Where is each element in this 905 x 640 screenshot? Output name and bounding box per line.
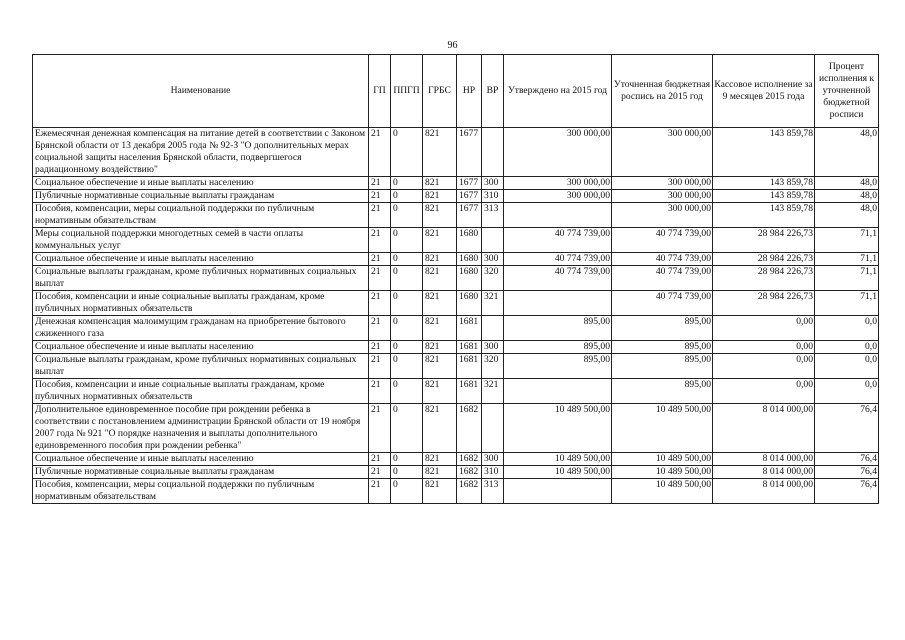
cell-name: Пособия, компенсации и иные социальные выплаты гражданам, кроме публичных нормативных обязательств [33, 379, 369, 404]
cell-name: Меры социальной поддержки многодетных семей в части оплаты коммунальных услуг [33, 228, 369, 253]
cell-name: Ежемесячная денежная компенсация на питание детей в соответствии с Законом Брянской области от 13 декабря 2005 года № 92-З "О дополнительных мерах социальной защиты населения Брянской области, подвергшегося радиационному воздействию" [33, 128, 369, 177]
cell-gp: 21 [369, 379, 391, 404]
cell-percent: 48,0 [815, 177, 879, 190]
cell-vr: 320 [482, 266, 504, 291]
cell-approved: 10 489 500,00 [504, 453, 612, 466]
cell-cash: 8 014 000,00 [713, 453, 815, 466]
cell-name: Публичные нормативные социальные выплаты гражданам [33, 466, 369, 479]
cell-cash: 143 859,78 [713, 203, 815, 228]
header-np: НР [457, 55, 482, 128]
cell-np: 1680 [457, 253, 482, 266]
cell-np: 1681 [457, 354, 482, 379]
table-row [33, 316, 879, 341]
cell-percent: 76,4 [815, 404, 879, 453]
table-body [33, 128, 879, 504]
cell-cash: 28 984 226,73 [713, 228, 815, 253]
cell-cash: 28 984 226,73 [713, 266, 815, 291]
cell-vr [482, 316, 504, 341]
cell-cash: 8 014 000,00 [713, 479, 815, 504]
cell-cash: 143 859,78 [713, 190, 815, 203]
cell-gp: 21 [369, 228, 391, 253]
cell-percent: 71,1 [815, 228, 879, 253]
cell-np: 1677 [457, 128, 482, 177]
cell-vr: 313 [482, 479, 504, 504]
cell-approved: 300 000,00 [504, 177, 612, 190]
cell-gp: 21 [369, 341, 391, 354]
cell-name: Социальное обеспечение и иные выплаты населению [33, 453, 369, 466]
cell-grbs: 821 [423, 354, 457, 379]
table-header-row [33, 55, 879, 128]
cell-approved: 10 489 500,00 [504, 404, 612, 453]
cell-approved [504, 203, 612, 228]
cell-np: 1682 [457, 466, 482, 479]
header-name: Наименование [33, 55, 369, 128]
header-percent: Процент исполнения к уточненной бюджетной росписи [815, 55, 879, 128]
header-grbs: ГРБС [423, 55, 457, 128]
cell-np: 1680 [457, 266, 482, 291]
cell-np: 1677 [457, 177, 482, 190]
cell-vr: 300 [482, 253, 504, 266]
cell-name: Денежная компенсация малоимущим гражданам на приобретение бытового сжиженного газа [33, 316, 369, 341]
cell-approved: 40 774 739,00 [504, 253, 612, 266]
cell-refined: 300 000,00 [612, 177, 713, 190]
table-row [33, 354, 879, 379]
cell-ppgp: 0 [391, 253, 423, 266]
cell-percent: 0,0 [815, 379, 879, 404]
cell-percent: 71,1 [815, 291, 879, 316]
cell-refined: 300 000,00 [612, 190, 713, 203]
table-row [33, 177, 879, 190]
cell-gp: 21 [369, 466, 391, 479]
cell-grbs: 821 [423, 379, 457, 404]
header-ppgp: ППГП [391, 55, 423, 128]
cell-gp: 21 [369, 266, 391, 291]
cell-percent: 0,0 [815, 341, 879, 354]
cell-cash: 0,00 [713, 379, 815, 404]
cell-grbs: 821 [423, 266, 457, 291]
cell-ppgp: 0 [391, 354, 423, 379]
cell-cash: 8 014 000,00 [713, 466, 815, 479]
cell-approved: 300 000,00 [504, 190, 612, 203]
cell-approved [504, 479, 612, 504]
cell-cash: 28 984 226,73 [713, 291, 815, 316]
cell-gp: 21 [369, 177, 391, 190]
cell-grbs: 821 [423, 479, 457, 504]
cell-ppgp: 0 [391, 291, 423, 316]
cell-vr: 300 [482, 453, 504, 466]
cell-name: Пособия, компенсации и иные социальные выплаты гражданам, кроме публичных нормативных обязательств [33, 291, 369, 316]
cell-name: Пособия, компенсации, меры социальной поддержки по публичным нормативным обязательствам [33, 203, 369, 228]
cell-grbs: 821 [423, 404, 457, 453]
table-row [33, 291, 879, 316]
cell-grbs: 821 [423, 291, 457, 316]
cell-vr: 321 [482, 291, 504, 316]
cell-approved [504, 379, 612, 404]
cell-refined: 10 489 500,00 [612, 466, 713, 479]
cell-refined: 40 774 739,00 [612, 253, 713, 266]
page-number: 96 [447, 40, 458, 51]
cell-ppgp: 0 [391, 466, 423, 479]
cell-vr [482, 128, 504, 177]
cell-vr: 320 [482, 354, 504, 379]
cell-percent: 76,4 [815, 453, 879, 466]
cell-vr: 300 [482, 341, 504, 354]
cell-percent: 0,0 [815, 316, 879, 341]
cell-name: Социальное обеспечение и иные выплаты населению [33, 253, 369, 266]
cell-percent: 48,0 [815, 128, 879, 177]
cell-ppgp: 0 [391, 177, 423, 190]
cell-grbs: 821 [423, 203, 457, 228]
cell-gp: 21 [369, 453, 391, 466]
cell-refined: 895,00 [612, 354, 713, 379]
cell-percent: 76,4 [815, 479, 879, 504]
cell-cash: 143 859,78 [713, 177, 815, 190]
cell-np: 1682 [457, 479, 482, 504]
cell-grbs: 821 [423, 128, 457, 177]
cell-np: 1682 [457, 404, 482, 453]
cell-grbs: 821 [423, 253, 457, 266]
cell-percent: 76,4 [815, 466, 879, 479]
cell-refined: 40 774 739,00 [612, 291, 713, 316]
cell-vr [482, 228, 504, 253]
cell-vr: 321 [482, 379, 504, 404]
table-row [33, 190, 879, 203]
cell-ppgp: 0 [391, 228, 423, 253]
cell-approved: 10 489 500,00 [504, 466, 612, 479]
cell-name: Социальное обеспечение и иные выплаты населению [33, 341, 369, 354]
table-row [33, 404, 879, 453]
cell-refined: 895,00 [612, 341, 713, 354]
cell-percent: 48,0 [815, 203, 879, 228]
cell-approved: 895,00 [504, 354, 612, 379]
header-gp: ГП [369, 55, 391, 128]
cell-ppgp: 0 [391, 341, 423, 354]
cell-approved: 40 774 739,00 [504, 266, 612, 291]
cell-gp: 21 [369, 354, 391, 379]
cell-ppgp: 0 [391, 404, 423, 453]
cell-approved [504, 291, 612, 316]
cell-ppgp: 0 [391, 128, 423, 177]
cell-grbs: 821 [423, 453, 457, 466]
cell-vr: 310 [482, 466, 504, 479]
table-row [33, 379, 879, 404]
cell-ppgp: 0 [391, 453, 423, 466]
cell-approved: 895,00 [504, 316, 612, 341]
cell-ppgp: 0 [391, 203, 423, 228]
cell-refined: 40 774 739,00 [612, 228, 713, 253]
cell-refined: 300 000,00 [612, 128, 713, 177]
cell-refined: 10 489 500,00 [612, 404, 713, 453]
cell-refined: 10 489 500,00 [612, 453, 713, 466]
cell-ppgp: 0 [391, 190, 423, 203]
table-row [33, 266, 879, 291]
cell-grbs: 821 [423, 316, 457, 341]
cell-refined: 895,00 [612, 316, 713, 341]
cell-cash: 0,00 [713, 316, 815, 341]
cell-np: 1680 [457, 228, 482, 253]
cell-np: 1680 [457, 291, 482, 316]
cell-gp: 21 [369, 479, 391, 504]
cell-cash: 0,00 [713, 341, 815, 354]
table-row [33, 466, 879, 479]
budget-table [32, 54, 879, 504]
header-vr: ВР [482, 55, 504, 128]
header-cash: Кассовое исполнение за 9 месяцев 2015 года [713, 55, 815, 128]
cell-cash: 8 014 000,00 [713, 404, 815, 453]
cell-grbs: 821 [423, 228, 457, 253]
table-row [33, 341, 879, 354]
cell-ppgp: 0 [391, 316, 423, 341]
cell-gp: 21 [369, 253, 391, 266]
cell-np: 1682 [457, 453, 482, 466]
cell-gp: 21 [369, 190, 391, 203]
cell-refined: 40 774 739,00 [612, 266, 713, 291]
cell-np: 1681 [457, 316, 482, 341]
table-row [33, 228, 879, 253]
cell-ppgp: 0 [391, 479, 423, 504]
table-row [33, 203, 879, 228]
cell-name: Социальные выплаты гражданам, кроме публичных нормативных социальных выплат [33, 354, 369, 379]
cell-refined: 895,00 [612, 379, 713, 404]
cell-vr: 310 [482, 190, 504, 203]
cell-refined: 10 489 500,00 [612, 479, 713, 504]
cell-np: 1681 [457, 379, 482, 404]
cell-approved: 40 774 739,00 [504, 228, 612, 253]
cell-gp: 21 [369, 316, 391, 341]
cell-name: Социальные выплаты гражданам, кроме публичных нормативных социальных выплат [33, 266, 369, 291]
cell-percent: 71,1 [815, 253, 879, 266]
cell-name: Публичные нормативные социальные выплаты гражданам [33, 190, 369, 203]
cell-grbs: 821 [423, 190, 457, 203]
cell-refined: 300 000,00 [612, 203, 713, 228]
cell-ppgp: 0 [391, 266, 423, 291]
cell-name: Пособия, компенсации, меры социальной поддержки по публичным нормативным обязательствам [33, 479, 369, 504]
cell-percent: 0,0 [815, 354, 879, 379]
cell-gp: 21 [369, 291, 391, 316]
cell-cash: 143 859,78 [713, 128, 815, 177]
cell-grbs: 821 [423, 466, 457, 479]
cell-vr [482, 404, 504, 453]
header-refined: Уточненная бюджетная роспись на 2015 год [612, 55, 713, 128]
cell-vr: 313 [482, 203, 504, 228]
cell-approved: 300 000,00 [504, 128, 612, 177]
table-row [33, 253, 879, 266]
cell-cash: 0,00 [713, 354, 815, 379]
cell-grbs: 821 [423, 177, 457, 190]
cell-gp: 21 [369, 128, 391, 177]
cell-vr: 300 [482, 177, 504, 190]
cell-np: 1677 [457, 190, 482, 203]
cell-gp: 21 [369, 404, 391, 453]
cell-np: 1677 [457, 203, 482, 228]
table-row [33, 479, 879, 504]
cell-name: Социальное обеспечение и иные выплаты населению [33, 177, 369, 190]
header-approved: Утверждено на 2015 год [504, 55, 612, 128]
cell-gp: 21 [369, 203, 391, 228]
table-row [33, 128, 879, 177]
cell-ppgp: 0 [391, 379, 423, 404]
cell-np: 1681 [457, 341, 482, 354]
table-row [33, 453, 879, 466]
cell-grbs: 821 [423, 341, 457, 354]
cell-approved: 895,00 [504, 341, 612, 354]
cell-cash: 28 984 226,73 [713, 253, 815, 266]
cell-percent: 48,0 [815, 190, 879, 203]
cell-percent: 71,1 [815, 266, 879, 291]
cell-name: Дополнительное единовременное пособие при рождении ребенка в соответствии с постановлением администрации Брянской области от 19 ноября 2007 года № 921 "О порядке назначения и выплаты дополнительного единовременного пособия при рождении ребенка" [33, 404, 369, 453]
